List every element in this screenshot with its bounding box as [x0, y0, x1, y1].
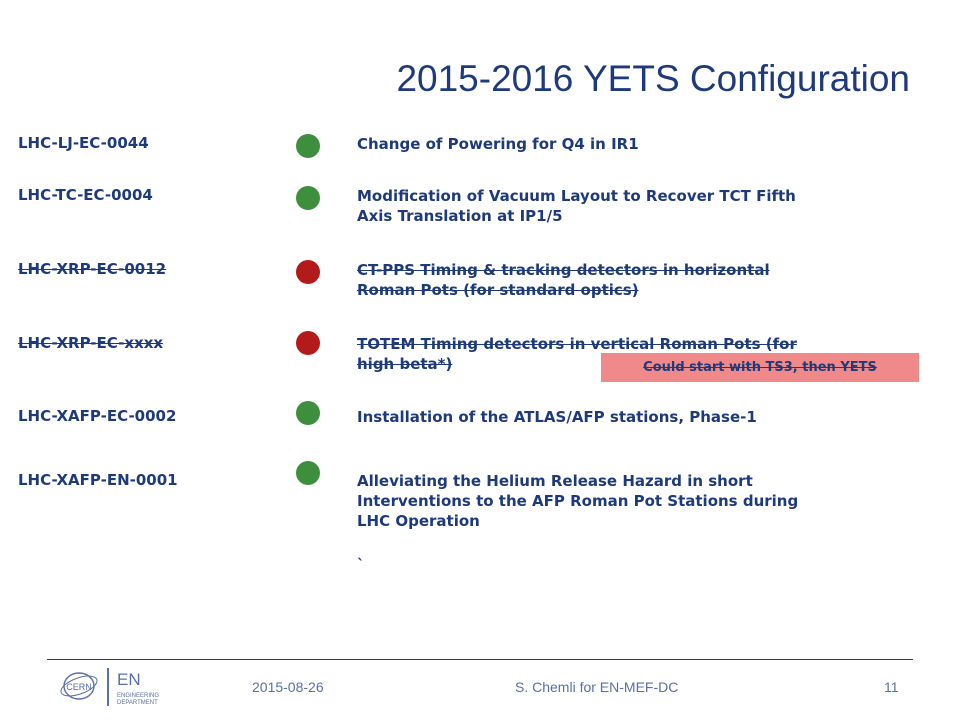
status-dot-green [296, 401, 320, 425]
desc-line: Roman Pots (for standard optics) [357, 281, 639, 299]
footer-date: 2015-08-26 [252, 679, 324, 695]
desc-line: CT-PPS Timing & tracking detectors in horizontal [357, 261, 770, 279]
footer-divider [47, 659, 913, 660]
change-code: LHC-XAFP-EN-0001 [18, 471, 178, 489]
change-description [357, 407, 917, 427]
desc-line: Modification of Vacuum Layout to Recover TCT Fifth [357, 187, 796, 205]
en-logo-sub1: ENGINEERING [117, 693, 160, 699]
footer-author: S. Chemli for EN-MEF-DC [515, 679, 679, 695]
status-dot-green [296, 186, 320, 210]
logo-separator [107, 668, 109, 706]
change-description [357, 471, 917, 531]
desc-line: Interventions to the AFP Roman Pot Stations during [357, 492, 799, 510]
desc-line: Axis Translation at IP1/5 [357, 207, 563, 225]
en-logo-sub2: DEPARTMENT [117, 700, 158, 706]
status-dot-red [296, 331, 320, 355]
desc-line: Installation of the ATLAS/AFP stations, Phase-1 [357, 408, 757, 426]
status-dot-green [296, 461, 320, 485]
en-logo [117, 668, 177, 712]
change-description [357, 260, 917, 300]
change-code: LHC-XRP-EC-xxxx [18, 334, 164, 352]
change-code: LHC-XAFP-EC-0002 [18, 407, 177, 425]
desc-line: Change of Powering for Q4 in IR1 [357, 135, 639, 153]
status-dot-red [296, 260, 320, 284]
desc-line: high beta*) [357, 355, 453, 373]
desc-line: TOTEM Timing detectors in vertical Roman Pots (for [357, 335, 797, 353]
page-number: 11 [884, 679, 899, 695]
desc-line: Alleviating the Helium Release Hazard in short [357, 472, 753, 490]
change-code: LHC-TC-EC-0004 [18, 186, 153, 204]
status-dot-green [296, 134, 320, 158]
schedule-note: Could start with TS3, then YETS [601, 353, 919, 382]
cern-logo-text: CERN [66, 682, 92, 692]
en-logo-text: EN [117, 670, 141, 689]
change-description [357, 186, 917, 226]
change-description [357, 134, 917, 154]
change-code: LHC-LJ-EC-0044 [18, 134, 149, 152]
cern-logo [57, 669, 101, 707]
stray-mark: ` [357, 556, 365, 574]
change-code: LHC-XRP-EC-0012 [18, 260, 167, 278]
desc-line: LHC Operation [357, 512, 480, 530]
slide-title: 2015-2016 YETS Configuration [396, 58, 910, 99]
